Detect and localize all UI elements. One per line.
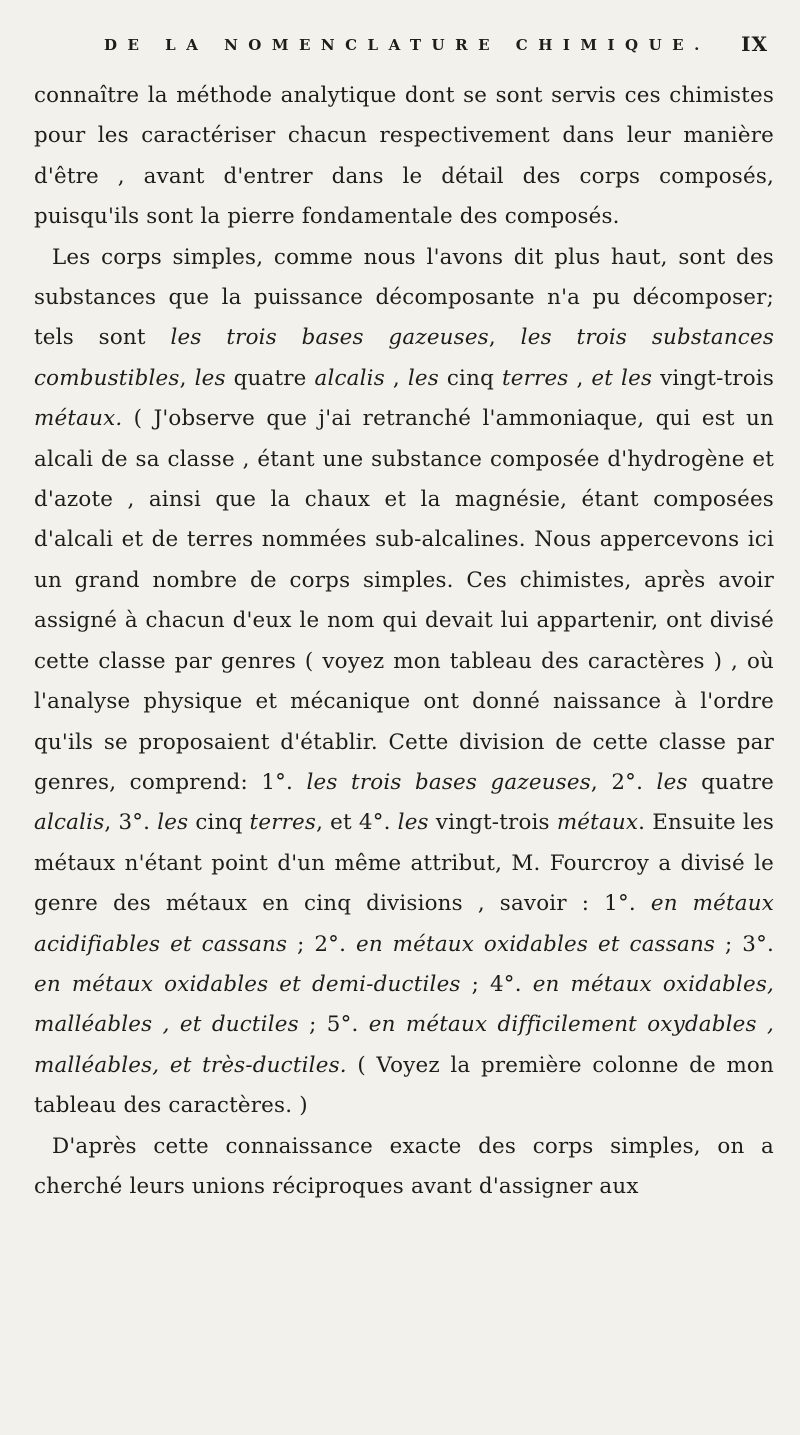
italic-run: métaux. bbox=[34, 406, 123, 432]
paragraph bbox=[34, 76, 774, 238]
text-run: , bbox=[568, 365, 592, 391]
italic-run: terres bbox=[501, 365, 569, 391]
italic-run: les trois bases gazeuses bbox=[170, 325, 489, 351]
italic-run: terres bbox=[249, 810, 317, 836]
text-run: ; 2°. bbox=[287, 931, 356, 957]
text-run: ; 3°. bbox=[715, 931, 774, 957]
italic-run: métaux bbox=[556, 810, 639, 836]
body-text bbox=[34, 76, 774, 1207]
italic-run: en métaux difficilement oxydables , malléables, et très-ductiles. bbox=[34, 1012, 774, 1078]
text-run: cinq bbox=[188, 810, 250, 836]
italic-run: et les bbox=[591, 365, 653, 391]
text-run: , 2°. bbox=[590, 769, 657, 795]
text-run: , et 4°. bbox=[316, 810, 398, 836]
text-run: Les corps simples, comme nous l'avons dit plus haut, sont des substances que la puissance décomposante n'a pu décomposer; tels sont bbox=[34, 244, 774, 351]
text-run: cinq bbox=[438, 365, 502, 391]
italic-run: en métaux oxidables et demi-ductiles bbox=[34, 971, 461, 997]
text-run: quatre bbox=[687, 769, 774, 795]
text-run: ( J'observe que j'ai retranché l'ammoniaque, qui est un alcali de sa classe , étant une substance composée d'hydrogène et d'azote , ainsi que la chaux et la magnésie, étant composées d'alcali et de terres nommées sub-alcalines. Nous appercevons ici un grand nombre de corps simples. Ces chimistes, après avoir assigné à chacun d'eux le nom qui devait lui appartenir, ont divisé cette classe par genres ( voyez mon tableau des caractères ) , où l'analyse physique et mécanique ont donné naissance à l'ordre qu'ils se proposaient d'établir. Cette division de cette classe par genres, comprend: 1°. bbox=[34, 406, 774, 795]
italic-run: les trois substances combustibles bbox=[34, 325, 775, 391]
paragraph bbox=[34, 238, 774, 1127]
italic-run: les bbox=[157, 810, 189, 836]
running-head bbox=[34, 32, 774, 76]
text-run: vingt-trois bbox=[428, 810, 557, 836]
italic-run: alcalis bbox=[314, 365, 385, 391]
page-number: IX bbox=[741, 32, 768, 56]
italic-run: les bbox=[397, 810, 429, 836]
text-run: , 3°. bbox=[104, 810, 158, 836]
text-run: , bbox=[488, 325, 521, 351]
text-run: connaître la méthode analytique dont se sont servis ces chimistes pour les caractériser chacun respectivement dans leur manière d'être , avant d'entrer dans le détail des corps composés, puisqu'ils sont la pierre fondamentale des composés. bbox=[34, 83, 774, 230]
text-run: . Ensuite les métaux n'étant point d'un même attribut, M. Fourcroy a divisé le genre des métaux en cinq divisions , savoir : 1°. bbox=[34, 810, 775, 917]
text-run: quatre bbox=[225, 365, 315, 391]
italic-run: alcalis bbox=[34, 810, 105, 836]
italic-run: les trois bases gazeuses bbox=[306, 769, 591, 795]
text-run: , bbox=[179, 365, 195, 391]
italic-run: en métaux acidifiables et cassans bbox=[34, 891, 774, 957]
paragraph bbox=[34, 1127, 774, 1208]
text-run: D'après cette connaissance exacte des corps simples, on a cherché leurs unions réciproques avant d'assigner aux bbox=[34, 1133, 774, 1199]
text-run: vingt-trois bbox=[652, 365, 775, 391]
text-run: ; 5°. bbox=[298, 1012, 369, 1038]
italic-run: les bbox=[194, 365, 226, 391]
italic-run: en métaux oxidables, malléables , et ductiles bbox=[34, 971, 775, 1038]
running-title: DE LA NOMENCLATURE CHIMIQUE. bbox=[104, 36, 710, 54]
text-run: ( Voyez la première colonne de mon tableau des caractères. ) bbox=[34, 1052, 774, 1119]
italic-run: en métaux oxidables et cassans bbox=[355, 931, 716, 957]
text-run: ; 4°. bbox=[460, 971, 533, 997]
text-run: , bbox=[384, 365, 408, 391]
italic-run: les bbox=[407, 365, 439, 391]
italic-run: les bbox=[656, 769, 688, 795]
